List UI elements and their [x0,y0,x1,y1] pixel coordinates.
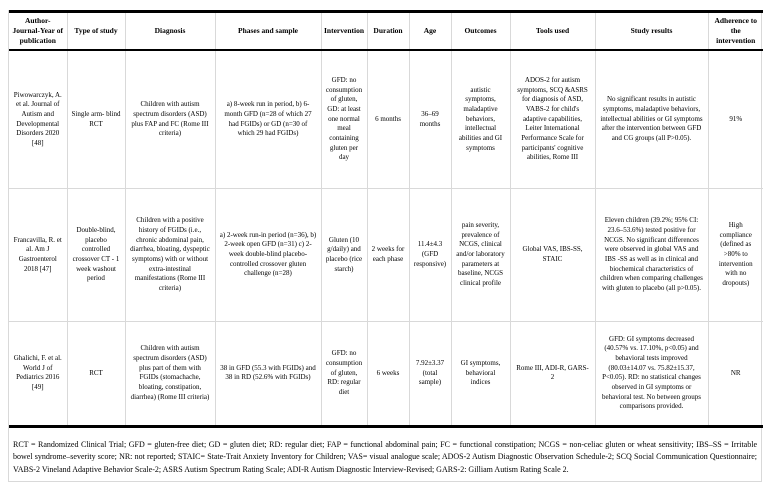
column-header-adherence: Adherence to the intervention [708,12,763,51]
cell-duration: 6 weeks [367,321,409,426]
study-row-ghalichi-2016 [9,321,763,426]
column-header-intervention: Intervention [321,12,367,51]
cell-adherence: 91% [708,50,763,188]
cell-phases-and-sample: a) 2-week run-in period (n=36), b) 2-week open GFD (n=31) c) 2-week double-blind placebo-controlled crossover gluten challenge (n=28) [215,188,321,321]
cell-study-results: GFD: GI symptoms decreased (40.57% vs. 17.10%, p<0.05) and behavioral tests improved (80.03±14.07 vs. 75.82±15.37, P<0.05). RD: no statistical changes observed in GI symptoms or behavioral test. No between groups comparisons provided. [595,321,708,426]
column-header-tools-used: Tools used [510,12,595,51]
cell-diagnosis: Children with autism spectrum disorders (ASD) plus FAP and FC (Rome III criteria) [125,50,215,188]
cell-intervention: GFD: no consumption of gluten, GD: at least one normal meal containing gluten per day [321,50,367,188]
column-header-duration: Duration [367,12,409,51]
study-row-francavilla-2018 [9,188,763,321]
cell-age: 36–69 months [409,50,451,188]
cell-phases-and-sample: 38 in GFD (55.3 with FGIDs) and 38 in RD (52.6% with FGIDs) [215,321,321,426]
cell-author-journal-year: Francavilla, R. et al. Am J Gastroenterol 2018 [47] [9,188,67,321]
cell-age: 7.92±3.37 (total sample) [409,321,451,426]
cell-outcomes: pain severity, prevalence of NCGS, clinical and/or laboratory parameters at baseline, NCGS clinical profile [451,188,510,321]
studies-review-table [9,10,763,428]
cell-type-of-study: RCT [67,321,125,426]
column-header-diagnosis: Diagnosis [125,12,215,51]
cell-age: 11.4±4.3 (GFD responsive) [409,188,451,321]
cell-intervention: Gluten (10 g/daily) and placebo (rice starch) [321,188,367,321]
cell-adherence: NR [708,321,763,426]
cell-study-results: No significant results in autistic symptoms, maladaptive behaviors, intellectual abilities or GI symptoms after the intervention between GFD and CG groups (all P>0.05). [595,50,708,188]
cell-diagnosis: Children with autism spectrum disorders (ASD) plus part of them with FGIDs (stomachache, bloating, constipation, diarrhea) (Rome III criteria) [125,321,215,426]
cell-intervention: GFD: no consumption of gluten, RD: regular diet [321,321,367,426]
cell-outcomes: autistic symptoms, maladaptive behaviors, intellectual abilities and GI symptoms [451,50,510,188]
column-header-study-results: Study results [595,12,708,51]
column-header-outcomes: Outcomes [451,12,510,51]
column-header-phases-and-sample: Phases and sample [215,12,321,51]
cell-tools-used: ADOS-2 for autism symptoms, SCQ &ASRS for diagnosis of ASD, VABS-2 for child's adaptive capabilities, Leiter International Performance Scale for participants' cognitive abilities, Rome III [510,50,595,188]
cell-type-of-study: Single arm- blind RCT [67,50,125,188]
cell-type-of-study: Double-blind, placebo controlled crossover CT - 1 week washout period [67,188,125,321]
column-header-age: Age [409,12,451,51]
table-abbreviations-footnote: RCT = Randomized Clinical Trial; GFD = gluten-free diet; GD = gluten diet; RD: regular diet; FAP = functional abdominal pain; FC = functional constipation; NCGS = non-celiac gluten or wheat sensitivity; IBS–SS = Irritable bowel syndrome–severity score; NR: not reported; STAIC= State-Trait Anxiety Inventory for Children; VAS= visual analogue scale; ADOS-2 Autism Diagnostic Observation Schedule-2; SCQ Social Communication Questionnaire; VABS-2 Vineland Adaptive Behavior Scale-2; ASRS Autism Spectrum Rating Scale; ADI-R Autism Diagnostic Interview-Revised; GARS-2: Gilliam Autism Rating Scale 2. [13,439,757,474]
cell-study-results: Eleven children (39.2%; 95% CI: 23.6–53.6%) tested positive for NCGS. No significant differences were observed in global VAS and IBS -SS as well as in clinical and biochemical characteristics of children when comparing challenges with gluten to placebo (all p>0.05). [595,188,708,321]
cell-duration: 2 weeks for each phase [367,188,409,321]
table-header-row [9,12,763,51]
cell-author-journal-year: Ghalichi, F. et al. World J of Pediatrics 2016 [49] [9,321,67,426]
cell-tools-used: Rome III, ADI-R, GARS-2 [510,321,595,426]
study-row-piwowarczyk-2020 [9,50,763,188]
cell-author-journal-year: Piwowarczyk, A. et al. Journal of Autism and Developmental Disorders 2020 [48] [9,50,67,188]
column-header-type-of-study: Type of study [67,12,125,51]
cell-duration: 6 months [367,50,409,188]
column-header-author-journal-year: Author- Journal-Year of publication [9,12,67,51]
paper-table-page [8,10,762,482]
cell-outcomes: GI symptoms, behavioral indices [451,321,510,426]
cell-diagnosis: Children with a positive history of FGIDs (i.e., chronic abdominal pain, diarrhea, bloating, dyspeptic symptoms) with or without extra-intestinal manifestations (Rome III criteria) [125,188,215,321]
cell-adherence: High compliance (defined as >80% to intervention with no dropouts) [708,188,763,321]
cell-tools-used: Global VAS, IBS-SS, STAIC [510,188,595,321]
cell-phases-and-sample: a) 8-week run in period, b) 6-month GFD (n=28 of which 27 had FGIDs) or GD (n=30 of which 29 had FGIDs) [215,50,321,188]
